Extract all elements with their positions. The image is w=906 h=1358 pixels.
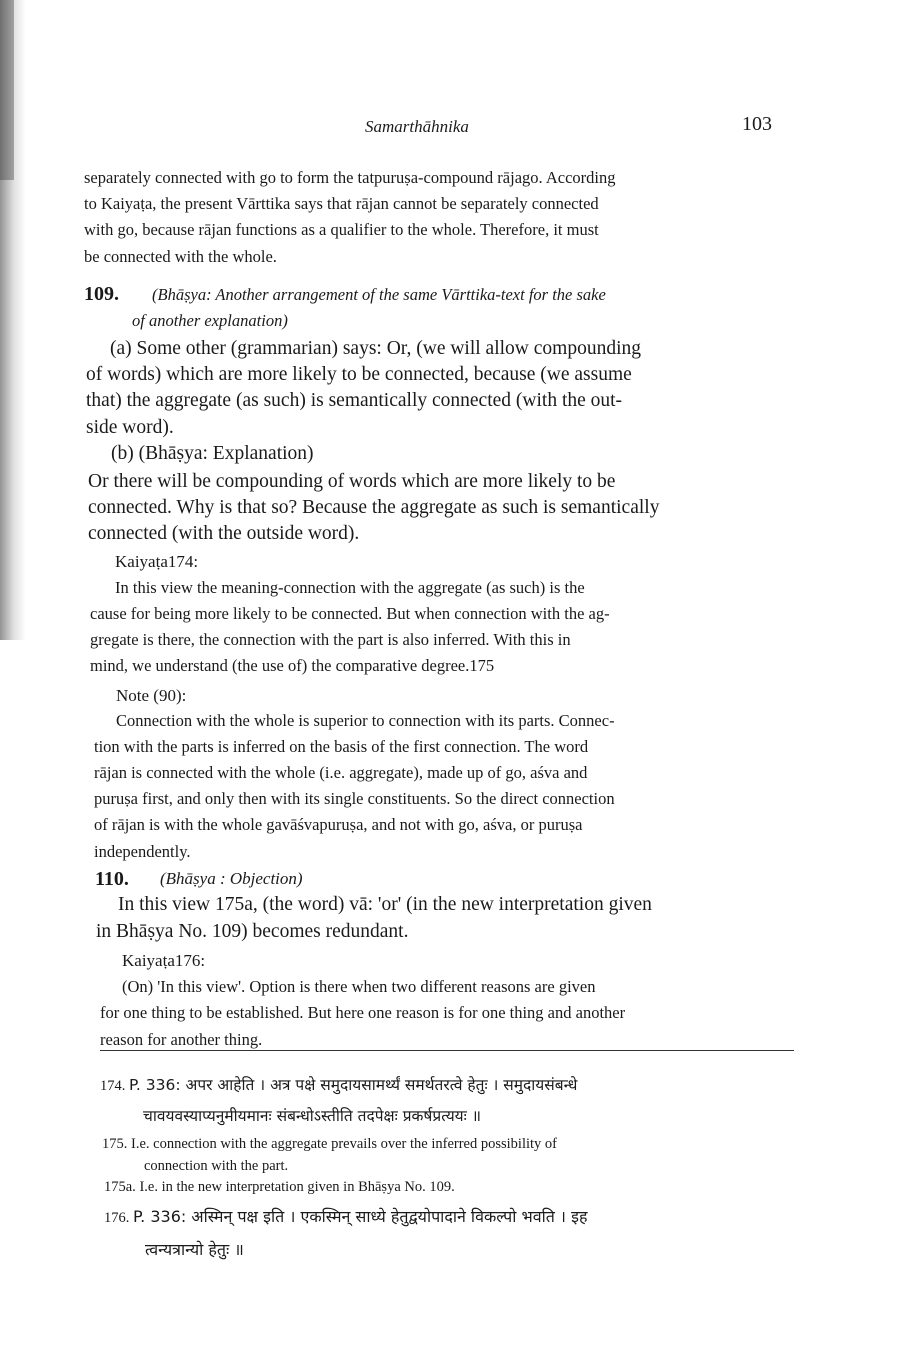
text-line: independently. [94, 842, 191, 861]
text-line: to Kaiyaṭa, the present Vārttika says that rājan cannot be separately connected [84, 194, 599, 213]
text-line: be connected with the whole. [84, 247, 277, 266]
text-line: rājan is connected with the whole (i.e. aggregate), made up of go, aśva and [94, 763, 588, 782]
text-line: side word). [86, 417, 174, 438]
footnote-174 [100, 1073, 577, 1095]
footnote-number: 174. [100, 1078, 126, 1094]
page-header [0, 113, 906, 143]
text-line: Or there will be compounding of words which are more likely to be [88, 471, 616, 492]
text-line: with go, because rājan functions as a qualifier to the whole. Therefore, it must [84, 220, 599, 239]
footnote-text: P. 336: अपर आहेति । अत्र पक्षे समुदायसामर्थ्यं समर्थतरत्वे हेतुः । समुदायसंबन्धे [129, 1076, 578, 1094]
text-line: Connection with the whole is superior to connection with its parts. Connec- [116, 711, 615, 730]
text-line: In this view the meaning-connection with the aggregate (as such) is the [115, 578, 585, 597]
section-number: 110. [95, 868, 129, 890]
text-line: of rājan is with the whole gavāśvapuruṣa, and not with go, aśva, or puruṣa [94, 815, 583, 834]
text-line: In this view 175a, (the word) vā: 'or' (in the new interpretation given [118, 894, 652, 915]
footnote-175a [104, 1179, 455, 1196]
kaiyata-label: Kaiyaṭa174: [115, 552, 199, 571]
text-line: tion with the parts is inferred on the basis of the first connection. The word [94, 737, 589, 756]
text-line: of words) which are more likely to be connected, because (we assume [86, 364, 632, 385]
text-line: (a) Some other (grammarian) says: Or, (we will allow compounding [110, 338, 641, 359]
footnote-text: त्वन्यत्रान्यो हेतुः ॥ [145, 1240, 244, 1259]
section-heading: of another explanation) [132, 311, 288, 330]
text-line: reason for another thing. [100, 1030, 263, 1049]
text-line: mind, we understand (the use of) the comparative degree.175 [90, 656, 495, 675]
text-line: puruṣa first, and only then with its single constituents. So the direct connection [94, 789, 615, 808]
text-line: (On) 'In this view'. Option is there when two different reasons are given [122, 977, 596, 996]
text-line: cause for being more likely to be connected. But when connection with the ag- [90, 604, 610, 623]
footnote-text: I.e. in the new interpretation given in Bhāṣya No. 109. [139, 1179, 455, 1195]
note-label: Note (90): [116, 686, 187, 705]
scan-edge-dark [0, 0, 14, 180]
footnote-text: P. 336: अस्मिन् पक्ष इति । एकस्मिन् साध्ये हेतुद्वयोपादाने विकल्पो भवति । इह [133, 1207, 588, 1226]
subheading: (b) (Bhāṣya: Explanation) [111, 443, 314, 464]
footnote-number: 176. [104, 1210, 130, 1226]
text-line: in Bhāṣya No. 109) becomes redundant. [96, 921, 409, 942]
section-heading: (Bhāṣya : Objection) [160, 869, 303, 888]
text-line: connected (with the outside word). [88, 523, 360, 544]
footnote-text: चावयवस्याप्यनुमीयमानः संबन्धोऽस्तीति तदपेक्षः प्रकर्षप्रत्ययः ॥ [143, 1107, 482, 1125]
footnote-175 [102, 1136, 557, 1153]
footnote-176 [104, 1205, 587, 1227]
text-line: separately connected with go to form the tatpuruṣa-compound rājago. According [84, 168, 616, 187]
footnote-number: 175. [102, 1136, 128, 1152]
text-line: connected. Why is that so? Because the aggregate as such is semantically [88, 497, 660, 518]
running-head: Samarthāhnika [365, 117, 469, 136]
footnote-text: I.e. connection with the aggregate prevails over the inferred possibility of [131, 1136, 557, 1152]
text-line: gregate is there, the connection with the part is also inferred. With this in [90, 630, 571, 649]
footnote-text: connection with the part. [144, 1158, 289, 1174]
kaiyata-label: Kaiyaṭa176: [122, 951, 206, 970]
section-heading: (Bhāṣya: Another arrangement of the same Vārttika-text for the sake [152, 285, 606, 304]
section-number: 109. [84, 283, 119, 305]
footnote-number: 175a. [104, 1179, 136, 1195]
page-number: 103 [742, 113, 772, 135]
text-line: for one thing to be established. But here one reason is for one thing and another [100, 1003, 626, 1022]
footnote-rule [100, 1050, 794, 1051]
text-line: that) the aggregate (as such) is semantically connected (with the out- [86, 390, 623, 411]
